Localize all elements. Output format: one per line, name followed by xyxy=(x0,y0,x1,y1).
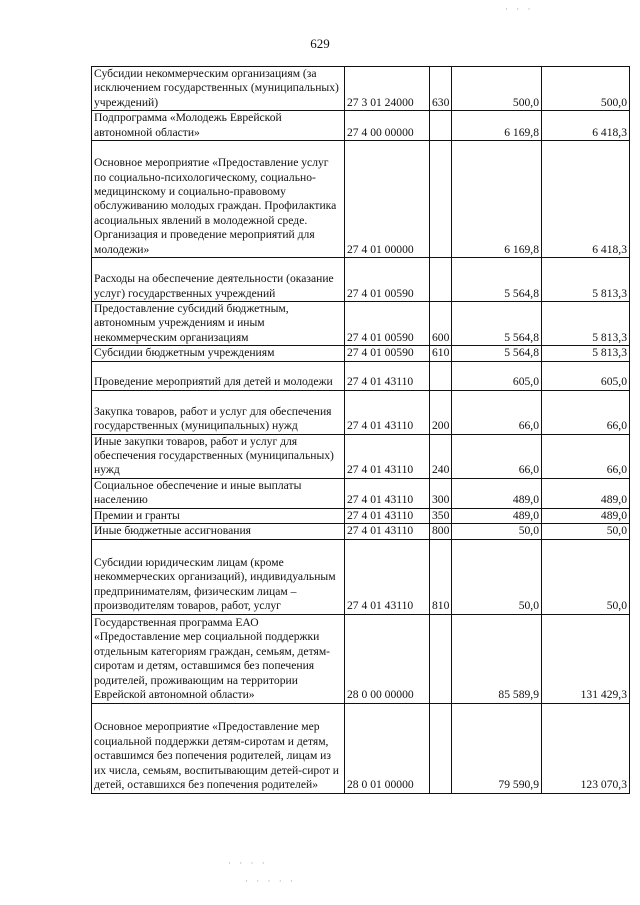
row-value-2021-cell: 489,0 xyxy=(452,478,542,508)
row-value-2021-cell: 79 590,9 xyxy=(452,703,542,793)
row-vr-cell: 810 xyxy=(430,539,452,614)
row-value-2021-cell: 66,0 xyxy=(452,434,542,478)
row-value-2022-cell: 5 813,3 xyxy=(542,302,630,346)
row-value-2021-cell: 50,0 xyxy=(452,539,542,614)
row-value-2021-cell: 6 169,8 xyxy=(452,141,542,258)
row-value-2022-cell: 66,0 xyxy=(542,434,630,478)
row-value-2021-cell: 50,0 xyxy=(452,524,542,539)
row-name-cell: Иные закупки товаров, работ и услуг для обеспечения государственных (муниципальных) нужд xyxy=(92,434,345,478)
row-code-cell: 27 4 00 00000 xyxy=(345,111,430,141)
row-vr-cell: 800 xyxy=(430,524,452,539)
scan-specks: · · · xyxy=(505,4,534,14)
row-vr-cell: 630 xyxy=(430,67,452,111)
row-name-cell: Государственная программа ЕАО «Предоставление мер социальной поддержки отдельным категориям граждан, семьям, детям-сиротам и детям, оставшимся без попечения родителей, проживающим на территории Еврейской автономной области» xyxy=(92,614,345,703)
row-value-2022-cell: 50,0 xyxy=(542,539,630,614)
row-value-2022-cell: 6 418,3 xyxy=(542,141,630,258)
table-row xyxy=(92,434,630,478)
table-row xyxy=(92,258,630,302)
row-code-cell: 27 4 01 43110 xyxy=(345,434,430,478)
row-value-2022-cell: 500,0 xyxy=(542,67,630,111)
row-name-cell: Основное мероприятие «Предоставление мер социальной поддержки детям-сиротам и детям, оставшимся без попечения родителей, лицам из их числа, семьям, воспитывающим детей-сирот и детей, оставшихся без попечения родителей» xyxy=(92,703,345,793)
row-vr-cell xyxy=(430,141,452,258)
table-row xyxy=(92,703,630,793)
row-value-2022-cell: 605,0 xyxy=(542,361,630,390)
row-name-cell: Социальное обеспечение и иные выплаты населению xyxy=(92,478,345,508)
row-value-2022-cell: 6 418,3 xyxy=(542,111,630,141)
table-row xyxy=(92,141,630,258)
row-code-cell: 27 4 01 00590 xyxy=(345,346,430,361)
row-vr-cell xyxy=(430,111,452,141)
row-vr-cell xyxy=(430,258,452,302)
row-code-cell: 27 4 01 43110 xyxy=(345,390,430,434)
row-value-2021-cell: 489,0 xyxy=(452,508,542,523)
row-code-cell: 27 4 01 43110 xyxy=(345,508,430,523)
row-name-cell: Расходы на обеспечение деятельности (оказание услуг) государственных учреждений xyxy=(92,258,345,302)
row-name-cell: Подпрограмма «Молодежь Еврейской автономной области» xyxy=(92,111,345,141)
row-name-cell: Премии и гранты xyxy=(92,508,345,523)
table-row xyxy=(92,614,630,703)
row-value-2021-cell: 85 589,9 xyxy=(452,614,542,703)
row-vr-cell: 600 xyxy=(430,302,452,346)
table-row xyxy=(92,111,630,141)
row-code-cell: 27 4 01 00000 xyxy=(345,141,430,258)
table-row xyxy=(92,346,630,361)
row-name-cell: Иные бюджетные ассигнования xyxy=(92,524,345,539)
row-code-cell: 27 4 01 43110 xyxy=(345,478,430,508)
row-name-cell: Основное мероприятие «Предоставление услуг по социально-психологическому, социально-медицинскому и социально-правовому обслуживанию молодых граждан. Профилактика асоциальных явлений в молодежной среде. Организация и проведение мероприятий для молодежи» xyxy=(92,141,345,258)
table-row xyxy=(92,361,630,390)
row-code-cell: 28 0 00 00000 xyxy=(345,614,430,703)
row-value-2021-cell: 5 564,8 xyxy=(452,302,542,346)
row-value-2022-cell: 50,0 xyxy=(542,524,630,539)
row-value-2022-cell: 489,0 xyxy=(542,478,630,508)
row-code-cell: 27 3 01 24000 xyxy=(345,67,430,111)
row-value-2022-cell: 131 429,3 xyxy=(542,614,630,703)
table-row xyxy=(92,524,630,539)
row-code-cell: 27 4 01 00590 xyxy=(345,258,430,302)
row-code-cell: 27 4 01 43110 xyxy=(345,539,430,614)
row-vr-cell: 200 xyxy=(430,390,452,434)
budget-table xyxy=(91,66,630,794)
row-name-cell: Предоставление субсидий бюджетным, автономным учреждениям и иным некоммерческим организациям xyxy=(92,302,345,346)
row-vr-cell: 350 xyxy=(430,508,452,523)
table-row xyxy=(92,67,630,111)
row-value-2022-cell: 123 070,3 xyxy=(542,703,630,793)
row-value-2022-cell: 5 813,3 xyxy=(542,258,630,302)
row-vr-cell xyxy=(430,614,452,703)
row-value-2021-cell: 66,0 xyxy=(452,390,542,434)
row-value-2021-cell: 5 564,8 xyxy=(452,258,542,302)
row-vr-cell xyxy=(430,703,452,793)
row-value-2022-cell: 66,0 xyxy=(542,390,630,434)
row-name-cell: Закупка товаров, работ и услуг для обеспечения государственных (муниципальных) нужд xyxy=(92,390,345,434)
row-value-2022-cell: 489,0 xyxy=(542,508,630,523)
row-code-cell: 27 4 01 43110 xyxy=(345,361,430,390)
row-value-2021-cell: 5 564,8 xyxy=(452,346,542,361)
table-row xyxy=(92,390,630,434)
table-row xyxy=(92,508,630,523)
table-row xyxy=(92,478,630,508)
scan-specks: · · · · xyxy=(228,858,268,868)
row-value-2021-cell: 6 169,8 xyxy=(452,111,542,141)
row-name-cell: Субсидии бюджетным учреждениям xyxy=(92,346,345,361)
row-code-cell: 28 0 01 00000 xyxy=(345,703,430,793)
row-value-2021-cell: 605,0 xyxy=(452,361,542,390)
row-name-cell: Субсидии юридическим лицам (кроме некоммерческих организаций), индивидуальным предпринимателям, физическим лицам – производителям товаров, работ, услуг xyxy=(92,539,345,614)
row-value-2022-cell: 5 813,3 xyxy=(542,346,630,361)
table-row xyxy=(92,302,630,346)
row-vr-cell xyxy=(430,361,452,390)
row-vr-cell: 300 xyxy=(430,478,452,508)
row-value-2021-cell: 500,0 xyxy=(452,67,542,111)
row-vr-cell: 610 xyxy=(430,346,452,361)
row-name-cell: Проведение мероприятий для детей и молодежи xyxy=(92,361,345,390)
row-code-cell: 27 4 01 43110 xyxy=(345,524,430,539)
row-vr-cell: 240 xyxy=(430,434,452,478)
row-code-cell: 27 4 01 00590 xyxy=(345,302,430,346)
table-row xyxy=(92,539,630,614)
page-number: 629 xyxy=(310,36,330,51)
scan-specks: · · · · · xyxy=(245,876,296,886)
row-name-cell: Субсидии некоммерческим организациям (за исключением государственных (муниципальных) учреждений) xyxy=(92,67,345,111)
